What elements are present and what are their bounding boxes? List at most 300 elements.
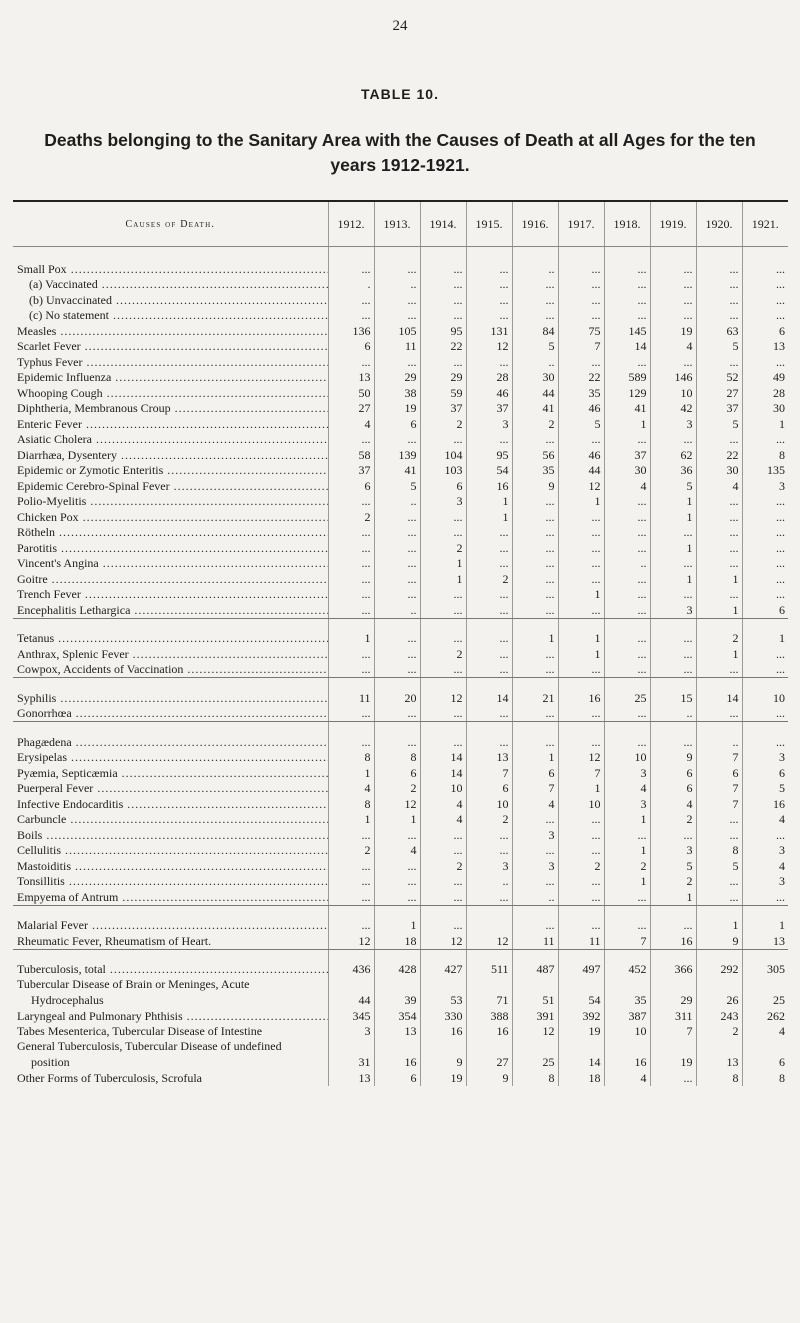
value-cell: ... <box>466 843 512 859</box>
value-cell: 59 <box>420 385 466 401</box>
table-row <box>13 354 788 370</box>
value-cell: 2 <box>420 646 466 662</box>
value-cell: ... <box>374 646 420 662</box>
value-cell: ... <box>742 494 788 510</box>
value-cell: 1 <box>650 509 696 525</box>
value-cell: ... <box>558 509 604 525</box>
value-cell: 27 <box>696 385 742 401</box>
value-cell: 15 <box>650 690 696 706</box>
value-cell: 2 <box>328 509 374 525</box>
value-cell: ... <box>696 587 742 603</box>
table-row <box>13 918 788 934</box>
value-cell: 16 <box>374 1039 420 1070</box>
table-row <box>13 1039 788 1070</box>
value-cell: 1 <box>696 602 742 618</box>
value-cell: 131 <box>466 323 512 339</box>
table-row <box>13 494 788 510</box>
value-cell: ... <box>466 540 512 556</box>
value-cell: ... <box>742 571 788 587</box>
value-cell: ... <box>328 734 374 750</box>
value-cell: ... <box>604 308 650 324</box>
cause-label: (c) No statement ..... <box>29 308 328 322</box>
value-cell: 2 <box>328 843 374 859</box>
value-cell: .. <box>696 734 742 750</box>
value-cell: ... <box>650 827 696 843</box>
cause-label: Pyæmia, Septicæmia ..... <box>17 766 328 780</box>
cause-cell <box>13 432 328 448</box>
value-cell: ... <box>420 662 466 678</box>
value-cell: 262 <box>742 1008 788 1024</box>
value-cell: 5 <box>696 416 742 432</box>
value-cell: ... <box>420 509 466 525</box>
value-cell: 9 <box>696 933 742 949</box>
value-cell: ... <box>742 509 788 525</box>
value-cell: ... <box>650 432 696 448</box>
value-cell: 13 <box>328 370 374 386</box>
value-cell: 2 <box>558 858 604 874</box>
value-cell: 6 <box>742 1039 788 1070</box>
value-cell: 4 <box>650 339 696 355</box>
column-header-year: 1920. <box>696 201 742 247</box>
value-cell: 56 <box>512 447 558 463</box>
value-cell: ... <box>558 432 604 448</box>
value-cell: ... <box>374 308 420 324</box>
cause-label: Whooping Cough ..... <box>17 386 328 400</box>
value-cell: 44 <box>328 977 374 1008</box>
value-cell: 41 <box>374 463 420 479</box>
table-row <box>13 781 788 797</box>
value-cell: ... <box>604 662 650 678</box>
value-cell: ... <box>420 277 466 293</box>
value-cell: 12 <box>374 796 420 812</box>
table-row <box>13 432 788 448</box>
value-cell: ... <box>512 308 558 324</box>
table-row <box>13 292 788 308</box>
value-cell: ... <box>374 874 420 890</box>
value-cell: ... <box>742 354 788 370</box>
value-cell: 4 <box>328 781 374 797</box>
value-cell: ... <box>558 843 604 859</box>
table-row <box>13 416 788 432</box>
column-header-year: 1917. <box>558 201 604 247</box>
value-cell: 3 <box>512 858 558 874</box>
value-cell: 5 <box>558 416 604 432</box>
value-cell: 7 <box>466 765 512 781</box>
cause-cell <box>13 292 328 308</box>
value-cell: 146 <box>650 370 696 386</box>
value-cell: ... <box>374 734 420 750</box>
value-cell: 1 <box>696 571 742 587</box>
value-cell: 12 <box>558 478 604 494</box>
value-cell: 19 <box>420 1070 466 1086</box>
table-row <box>13 571 788 587</box>
table-row <box>13 277 788 293</box>
value-cell: ... <box>650 525 696 541</box>
value-cell: 9 <box>512 478 558 494</box>
value-cell: 4 <box>374 843 420 859</box>
table-row <box>13 509 788 525</box>
cause-cell <box>13 556 328 572</box>
value-cell: ... <box>466 354 512 370</box>
value-cell: 2 <box>696 1024 742 1040</box>
value-cell: ... <box>328 706 374 722</box>
value-cell: 1 <box>696 646 742 662</box>
value-cell: 3 <box>604 765 650 781</box>
cause-cell <box>13 494 328 510</box>
cause-label: Small Pox ..... <box>17 262 328 276</box>
table-row <box>13 646 788 662</box>
value-cell: 28 <box>466 370 512 386</box>
value-cell: 30 <box>604 463 650 479</box>
value-cell: 103 <box>420 463 466 479</box>
column-header-year: 1921. <box>742 201 788 247</box>
value-cell: ... <box>512 556 558 572</box>
value-cell: 6 <box>328 339 374 355</box>
value-cell: 75 <box>558 323 604 339</box>
value-cell: 436 <box>328 962 374 978</box>
value-cell: 4 <box>604 478 650 494</box>
value-cell: 7 <box>696 750 742 766</box>
value-cell: 2 <box>466 812 512 828</box>
page-number: 24 <box>392 18 408 34</box>
cause-label: Measles ..... <box>17 324 328 338</box>
value-cell: 2 <box>604 858 650 874</box>
value-cell: 1 <box>466 494 512 510</box>
value-cell: ... <box>558 525 604 541</box>
value-cell: ... <box>466 889 512 905</box>
value-cell: ... <box>374 631 420 647</box>
value-cell: 6 <box>742 323 788 339</box>
value-cell: 1 <box>604 812 650 828</box>
value-cell: 8 <box>696 843 742 859</box>
value-cell: 1 <box>328 631 374 647</box>
cause-label: Carbuncle ..... <box>17 812 328 826</box>
value-cell: 4 <box>420 812 466 828</box>
cause-cell <box>13 261 328 277</box>
value-cell: 1 <box>466 509 512 525</box>
value-cell: 105 <box>374 323 420 339</box>
value-cell: 29 <box>374 370 420 386</box>
value-cell: 22 <box>420 339 466 355</box>
value-cell: .. <box>512 354 558 370</box>
value-cell: 3 <box>420 494 466 510</box>
value-cell: ... <box>742 277 788 293</box>
value-cell: ... <box>604 889 650 905</box>
table-row <box>13 874 788 890</box>
value-cell: 5 <box>650 858 696 874</box>
value-cell: 5 <box>742 781 788 797</box>
cause-cell <box>13 1008 328 1024</box>
value-cell: 6 <box>650 765 696 781</box>
value-cell: 2 <box>696 631 742 647</box>
value-cell: 305 <box>742 962 788 978</box>
value-cell: ... <box>374 662 420 678</box>
value-cell: ... <box>512 525 558 541</box>
value-cell: 19 <box>374 401 420 417</box>
value-cell: 37 <box>420 401 466 417</box>
value-cell: . <box>328 277 374 293</box>
cause-cell <box>13 858 328 874</box>
cause-cell <box>13 370 328 386</box>
value-cell: 13 <box>466 750 512 766</box>
value-cell: ... <box>466 261 512 277</box>
value-cell: 388 <box>466 1008 512 1024</box>
value-cell: 6 <box>374 765 420 781</box>
table-row <box>13 690 788 706</box>
value-cell: ... <box>604 432 650 448</box>
value-cell: 3 <box>742 874 788 890</box>
value-cell: ... <box>328 292 374 308</box>
cause-label: Diphtheria, Membranous Croup ..... <box>17 401 328 415</box>
value-cell: ... <box>328 646 374 662</box>
value-cell: ... <box>328 494 374 510</box>
cause-cell <box>13 662 328 678</box>
value-cell: 8 <box>328 750 374 766</box>
value-cell: 6 <box>742 765 788 781</box>
table-body <box>13 247 788 1086</box>
value-cell: 52 <box>696 370 742 386</box>
value-cell: ... <box>420 292 466 308</box>
value-cell: 1 <box>604 874 650 890</box>
value-cell: 330 <box>420 1008 466 1024</box>
table-row <box>13 261 788 277</box>
value-cell: 41 <box>604 401 650 417</box>
value-cell: 50 <box>328 385 374 401</box>
table-row <box>13 447 788 463</box>
value-cell: ... <box>650 918 696 934</box>
value-cell: 44 <box>558 463 604 479</box>
value-cell: 10 <box>650 385 696 401</box>
value-cell: .. <box>512 261 558 277</box>
cause-cell <box>13 1024 328 1040</box>
cause-cell <box>13 339 328 355</box>
value-cell: 14 <box>558 1039 604 1070</box>
value-cell: ... <box>420 308 466 324</box>
value-cell: ... <box>650 734 696 750</box>
value-cell: ... <box>558 540 604 556</box>
value-cell: ... <box>696 540 742 556</box>
cause-label: Tuberculosis, total ..... <box>17 962 328 976</box>
value-cell: 9 <box>650 750 696 766</box>
value-cell: ... <box>374 525 420 541</box>
group-spacer <box>13 247 788 262</box>
value-cell: 19 <box>650 323 696 339</box>
value-cell: 16 <box>558 690 604 706</box>
value-cell: 14 <box>696 690 742 706</box>
value-cell: 243 <box>696 1008 742 1024</box>
cause-cell <box>13 354 328 370</box>
value-cell: 8 <box>328 796 374 812</box>
cause-cell <box>13 690 328 706</box>
value-cell: ... <box>604 918 650 934</box>
cause-label: Enteric Fever ..... <box>17 417 328 431</box>
value-cell: ... <box>374 587 420 603</box>
value-cell: 10 <box>604 750 650 766</box>
value-cell: 2 <box>650 812 696 828</box>
table-row <box>13 812 788 828</box>
value-cell: ... <box>420 631 466 647</box>
value-cell: ... <box>604 602 650 618</box>
value-cell: 1 <box>558 631 604 647</box>
column-header-year: 1913. <box>374 201 420 247</box>
value-cell: ... <box>420 525 466 541</box>
value-cell: ... <box>650 587 696 603</box>
value-cell: ... <box>374 354 420 370</box>
value-cell: ... <box>328 587 374 603</box>
value-cell: 6 <box>512 765 558 781</box>
value-cell: 428 <box>374 962 420 978</box>
value-cell: 1 <box>328 812 374 828</box>
value-cell: 1 <box>696 918 742 934</box>
value-cell <box>466 918 512 934</box>
cause-label: Polio-Myelitis ..... <box>17 494 328 508</box>
table-row <box>13 889 788 905</box>
value-cell: ... <box>742 556 788 572</box>
value-cell: 6 <box>420 478 466 494</box>
table-title: Deaths belonging to the Sanitary Area with the Causes of Death at all Ages for the ten years 1912-1921. <box>44 130 756 175</box>
value-cell: 7 <box>696 781 742 797</box>
value-cell: 95 <box>466 447 512 463</box>
value-cell: .. <box>374 277 420 293</box>
value-cell: 9 <box>420 1039 466 1070</box>
value-cell: ... <box>604 734 650 750</box>
value-cell: ... <box>512 509 558 525</box>
value-cell: .. <box>374 494 420 510</box>
table-row <box>13 385 788 401</box>
column-header-cause: Causes of Death. <box>13 201 328 247</box>
value-cell: ... <box>604 354 650 370</box>
value-cell: 19 <box>650 1039 696 1070</box>
cause-label: Goitre ..... <box>17 572 328 586</box>
value-cell: 4 <box>604 1070 650 1086</box>
cause-label: Epidemic or Zymotic Enteritis ..... <box>17 463 328 477</box>
value-cell: ... <box>604 587 650 603</box>
value-cell: ... <box>696 308 742 324</box>
value-cell: 14 <box>420 765 466 781</box>
cause-cell <box>13 631 328 647</box>
table-row <box>13 308 788 324</box>
value-cell: 8 <box>512 1070 558 1086</box>
value-cell: ... <box>512 494 558 510</box>
value-cell: ... <box>742 827 788 843</box>
value-cell: ... <box>466 631 512 647</box>
value-cell: 16 <box>742 796 788 812</box>
value-cell: 25 <box>742 977 788 1008</box>
value-cell: 3 <box>650 843 696 859</box>
value-cell: ... <box>374 556 420 572</box>
value-cell: ... <box>604 571 650 587</box>
value-cell: ... <box>328 540 374 556</box>
value-cell: 4 <box>696 478 742 494</box>
value-cell: ... <box>696 662 742 678</box>
value-cell: 12 <box>466 933 512 949</box>
table-row <box>13 323 788 339</box>
value-cell: ... <box>742 587 788 603</box>
value-cell: 3 <box>742 478 788 494</box>
value-cell: ... <box>696 354 742 370</box>
cause-cell <box>13 571 328 587</box>
value-cell: ... <box>696 556 742 572</box>
value-cell: ... <box>558 874 604 890</box>
value-cell: ... <box>374 706 420 722</box>
value-cell: 7 <box>650 1024 696 1040</box>
table-row <box>13 843 788 859</box>
value-cell: ... <box>742 261 788 277</box>
value-cell: 37 <box>328 463 374 479</box>
value-cell: ... <box>374 261 420 277</box>
cause-label: Erysipelas ..... <box>17 750 328 764</box>
value-cell: 35 <box>558 385 604 401</box>
cause-label: Rheumatic Fever, Rheumatism of Heart. <box>17 933 212 948</box>
value-cell: 5 <box>650 478 696 494</box>
value-cell: 7 <box>558 765 604 781</box>
value-cell: 20 <box>374 690 420 706</box>
value-cell: 4 <box>604 781 650 797</box>
value-cell: 6 <box>742 602 788 618</box>
value-cell: 104 <box>420 447 466 463</box>
cause-cell <box>13 827 328 843</box>
value-cell: ... <box>650 646 696 662</box>
value-cell: 3 <box>466 416 512 432</box>
value-cell: 6 <box>328 478 374 494</box>
value-cell: 6 <box>696 765 742 781</box>
value-cell: 1 <box>420 556 466 572</box>
value-cell: 13 <box>742 339 788 355</box>
value-cell: 1 <box>650 571 696 587</box>
value-cell: 13 <box>374 1024 420 1040</box>
cause-cell <box>13 308 328 324</box>
value-cell: ... <box>604 706 650 722</box>
value-cell: 25 <box>604 690 650 706</box>
value-cell: 7 <box>512 781 558 797</box>
value-cell: 25 <box>512 1039 558 1070</box>
column-header-year: 1918. <box>604 201 650 247</box>
cause-label: Cellulitis ..... <box>17 843 328 857</box>
table-row <box>13 339 788 355</box>
value-cell: 11 <box>512 933 558 949</box>
cause-label: Gonorrhœa ..... <box>17 706 328 720</box>
value-cell: 4 <box>742 858 788 874</box>
value-cell: 145 <box>604 323 650 339</box>
value-cell: 46 <box>558 401 604 417</box>
value-cell: ... <box>374 858 420 874</box>
value-cell: ... <box>742 706 788 722</box>
value-cell: ... <box>742 889 788 905</box>
value-cell: 1 <box>650 889 696 905</box>
value-cell: ... <box>696 432 742 448</box>
cause-cell <box>13 385 328 401</box>
value-cell: ... <box>420 587 466 603</box>
value-cell: 345 <box>328 1008 374 1024</box>
value-cell: .. <box>512 889 558 905</box>
cause-cell <box>13 874 328 890</box>
cause-cell <box>13 734 328 750</box>
cause-cell <box>13 1039 328 1070</box>
header-row <box>13 201 788 247</box>
value-cell: ... <box>696 494 742 510</box>
value-cell: 71 <box>466 977 512 1008</box>
table-row <box>13 977 788 1008</box>
cause-label: Cowpox, Accidents of Vaccination ..... <box>17 662 328 676</box>
value-cell: ... <box>512 874 558 890</box>
cause-label: Phagædena ..... <box>17 735 328 749</box>
group-spacer <box>13 618 788 631</box>
value-cell: ... <box>466 662 512 678</box>
value-cell: ... <box>420 827 466 843</box>
value-cell: ... <box>512 602 558 618</box>
value-cell: 1 <box>374 918 420 934</box>
cause-cell <box>13 781 328 797</box>
